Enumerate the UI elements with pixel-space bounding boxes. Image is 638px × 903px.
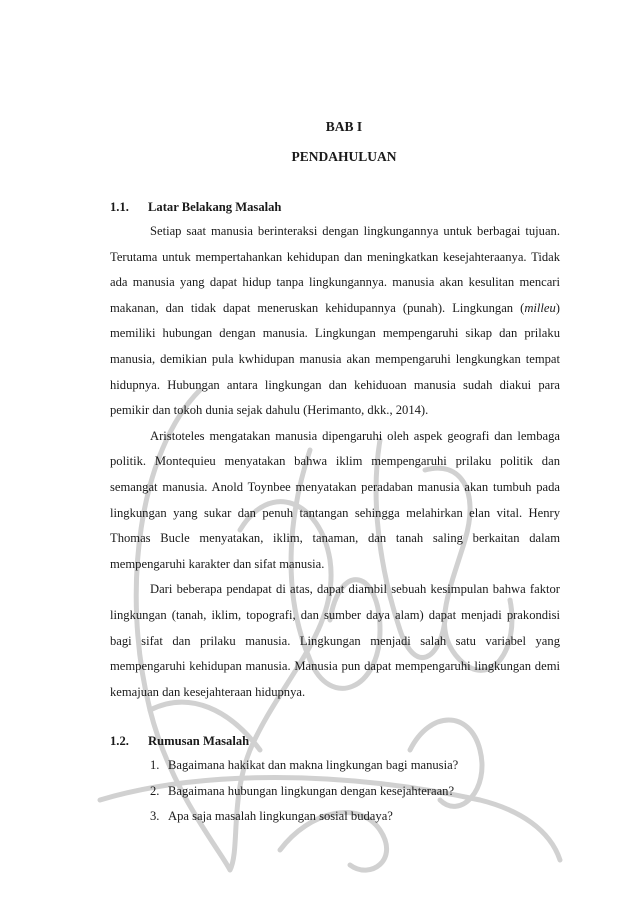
paragraph-text: Dari beberapa pendapat di atas, dapat diambil sebuah kesimpulan bahwa faktor lingkungan (tanah, iklim, topografi, dan sumber daya alam) dapat menjadi prakondisi bagi sifat dan prilaku manusia. Lingkungan menjadi salah satu variabel yang mempengaruhi kehidupan manusia. Manusia pun dapat mempengaruhi lingkungan demi kemajuan dan kesejahteraan hidupnya.: [110, 582, 560, 699]
section-number: 1.2.: [110, 734, 129, 749]
paragraph-text: Aristoteles mengatakan manusia dipengaruhi oleh aspek geografi dan lembaga politik. Montequieu menyatakan bahwa iklim mempengaruhi prilaku politik dan semangat manusia. Anold Toynbee menyatakan peradaban manusia akan tumbuh pada lingkungan yang sukar dan penuh tantangan sehingga melahirkan elan vital. Henry Thomas Bucle menyatakan, iklim, tanaman, dan tanah saling berkaitan dalam mempengaruhi karakter dan sifat manusia.: [110, 428, 560, 571]
list-item-number: 2.: [150, 783, 160, 798]
section-heading-1-1: [110, 198, 560, 216]
chapter-title: PENDAHULUAN: [291, 149, 397, 164]
italic-term: milleu: [524, 300, 556, 315]
list-item-text: Bagaimana hakikat dan makna lingkungan bagi manusia?: [168, 758, 459, 773]
list-item: [110, 804, 560, 830]
document-content: [110, 118, 560, 830]
section-title: Rumusan Masalah: [148, 734, 250, 749]
paragraph-text: Setiap saat manusia berinteraksi dengan lingkungannya untuk berbagai tujuan. Terutama untuk mempertahankan kehidupan dan meningkatkan kesejahteraanya. Tidak ada manusia yang dapat hidup tanpa lingkungannya. manusia akan kesulitan mencari makanan, dan tidak dapat meneruskan kehidupannya (punah). Lingkungan (milleu) memiliki hubungan dengan manusia. Lingkungan mempengaruhi sikap dan prilaku manusia, demikian pula kwhidupan manusia akan mempengaruhi lengkungkan tempat hidupnya. Hubungan antara lingkungan dan kehiduoan manusia sudah diakui para pemikir dan tokoh dunia sejak dahulu (Herimanto, dkk., 2014).: [110, 224, 560, 418]
paragraph-1: [110, 219, 560, 424]
list-item-number: 1.: [150, 758, 160, 773]
list-item: [110, 779, 560, 805]
section-heading-1-2: [110, 732, 560, 750]
list-item: [110, 753, 560, 779]
paragraph-2: [110, 424, 560, 578]
paragraph-3: [110, 577, 560, 705]
chapter-number: BAB I: [325, 119, 363, 134]
section-number: 1.1.: [110, 200, 129, 214]
list-item-number: 3.: [150, 809, 160, 824]
list-item-text: Apa saja masalah lingkungan sosial budaya?: [168, 809, 393, 824]
list-item-text: Bagaimana hubungan lingkungan dengan kesejahteraan?: [168, 783, 455, 798]
problem-list: [110, 753, 560, 830]
section-title: Latar Belakang Masalah: [148, 200, 282, 214]
